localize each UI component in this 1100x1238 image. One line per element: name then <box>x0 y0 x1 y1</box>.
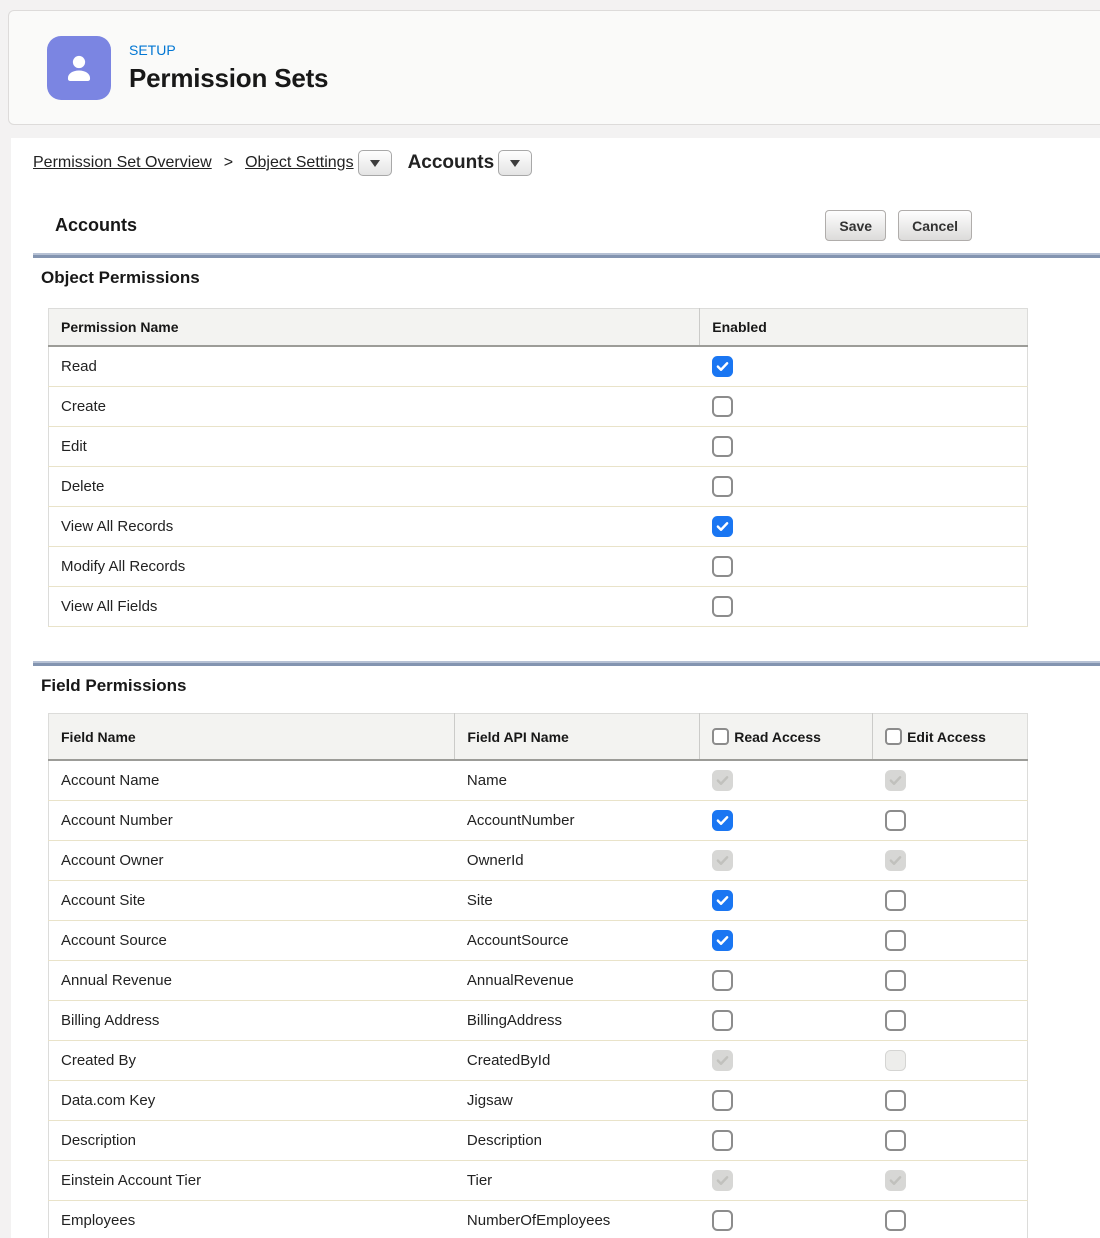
field-name: Account Number <box>49 801 455 841</box>
table-row <box>49 841 1028 881</box>
edit-access-cell <box>873 801 1028 841</box>
edit-access-checkbox-annual-revenue[interactable] <box>885 970 906 991</box>
edit-access-select-all-checkbox[interactable] <box>885 728 902 745</box>
read-access-checkbox-einstein-account-tier <box>712 1170 733 1191</box>
table-row <box>49 547 1028 587</box>
enabled-checkbox-modify-all-records[interactable] <box>712 556 733 577</box>
table-row <box>49 387 1028 427</box>
breadcrumb-current-object: Accounts <box>407 152 495 173</box>
edit-access-cell <box>873 1161 1028 1201</box>
edit-access-cell <box>873 1001 1028 1041</box>
field-api-name: Jigsaw <box>455 1081 700 1121</box>
edit-access-cell <box>873 760 1028 801</box>
enabled-checkbox-view-all-fields[interactable] <box>712 596 733 617</box>
read-access-checkbox-account-name <box>712 770 733 791</box>
column-header-edit-access: Edit Access <box>907 728 986 745</box>
edit-access-checkbox-einstein-account-tier <box>885 1170 906 1191</box>
table-row <box>49 881 1028 921</box>
column-header-permission-name: Permission Name <box>49 309 700 347</box>
table-row <box>49 760 1028 801</box>
read-access-cell <box>700 801 873 841</box>
page-title: Permission Sets <box>129 62 329 93</box>
edit-access-cell <box>873 841 1028 881</box>
table-row <box>49 961 1028 1001</box>
edit-access-checkbox-account-source[interactable] <box>885 930 906 951</box>
object-settings-dropdown-button[interactable] <box>358 150 392 176</box>
read-access-cell <box>700 760 873 801</box>
read-access-checkbox-data-com-key[interactable] <box>712 1090 733 1111</box>
edit-access-checkbox-created-by <box>885 1050 906 1071</box>
edit-access-cell <box>873 1041 1028 1081</box>
edit-access-checkbox-account-owner <box>885 850 906 871</box>
field-api-name: AnnualRevenue <box>455 961 700 1001</box>
enabled-cell <box>700 387 1028 427</box>
read-access-checkbox-account-source[interactable] <box>712 930 733 951</box>
field-permissions-section-title: Field Permissions <box>41 676 187 695</box>
section-divider <box>33 661 1100 666</box>
field-name: Employees <box>49 1201 455 1238</box>
table-row <box>49 1161 1028 1201</box>
main-content-panel <box>11 138 1100 1238</box>
breadcrumb-separator: > <box>223 154 234 171</box>
field-name: Created By <box>49 1041 455 1081</box>
enabled-cell <box>700 587 1028 627</box>
permission-name: View All Records <box>49 507 700 547</box>
column-header-field-api-name: Field API Name <box>455 714 700 761</box>
permission-name: Delete <box>49 467 700 507</box>
edit-access-cell <box>873 921 1028 961</box>
enabled-checkbox-edit[interactable] <box>712 436 733 457</box>
enabled-cell <box>700 346 1028 387</box>
table-row <box>49 921 1028 961</box>
table-row <box>49 346 1028 387</box>
read-access-checkbox-billing-address[interactable] <box>712 1010 733 1031</box>
edit-access-cell <box>873 961 1028 1001</box>
field-api-name: NumberOfEmployees <box>455 1201 700 1238</box>
read-access-cell <box>700 961 873 1001</box>
read-access-cell <box>700 1201 873 1238</box>
field-api-name: Tier <box>455 1161 700 1201</box>
read-access-cell <box>700 1041 873 1081</box>
save-button[interactable]: Save <box>825 210 886 241</box>
field-name: Billing Address <box>49 1001 455 1041</box>
read-access-checkbox-annual-revenue[interactable] <box>712 970 733 991</box>
field-name: Einstein Account Tier <box>49 1161 455 1201</box>
accounts-dropdown-button[interactable] <box>498 150 532 176</box>
setup-eyebrow: SETUP <box>129 41 176 58</box>
read-access-cell <box>700 921 873 961</box>
field-api-name: AccountNumber <box>455 801 700 841</box>
field-api-name: Description <box>455 1121 700 1161</box>
edit-access-cell <box>873 881 1028 921</box>
field-api-name: BillingAddress <box>455 1001 700 1041</box>
edit-access-cell <box>873 1201 1028 1238</box>
enabled-checkbox-delete[interactable] <box>712 476 733 497</box>
field-name: Data.com Key <box>49 1081 455 1121</box>
chevron-down-icon <box>510 160 520 167</box>
breadcrumb-link-permission-set-overview[interactable]: Permission Set Overview <box>33 154 212 171</box>
enabled-cell <box>700 467 1028 507</box>
edit-access-checkbox-account-number[interactable] <box>885 810 906 831</box>
field-api-name: Name <box>455 760 700 801</box>
setup-header-card <box>8 10 1100 125</box>
field-name: Description <box>49 1121 455 1161</box>
column-header-enabled: Enabled <box>700 309 1028 347</box>
read-access-select-all-checkbox[interactable] <box>712 728 729 745</box>
enabled-cell <box>700 427 1028 467</box>
read-access-cell <box>700 881 873 921</box>
table-row <box>49 801 1028 841</box>
edit-access-checkbox-account-site[interactable] <box>885 890 906 911</box>
enabled-cell <box>700 547 1028 587</box>
read-access-checkbox-account-number[interactable] <box>712 810 733 831</box>
user-icon <box>58 47 100 89</box>
field-api-name: Site <box>455 881 700 921</box>
table-row <box>49 467 1028 507</box>
field-name: Account Source <box>49 921 455 961</box>
read-access-cell <box>700 1121 873 1161</box>
cancel-button[interactable]: Cancel <box>898 210 972 241</box>
breadcrumb <box>33 150 1100 176</box>
field-name: Annual Revenue <box>49 961 455 1001</box>
read-access-checkbox-account-site[interactable] <box>712 890 733 911</box>
enabled-checkbox-view-all-records[interactable] <box>712 516 733 537</box>
field-api-name: CreatedById <box>455 1041 700 1081</box>
permission-sets-icon <box>47 36 111 100</box>
read-access-cell <box>700 1161 873 1201</box>
permission-name: Create <box>49 387 700 427</box>
field-api-name: AccountSource <box>455 921 700 961</box>
table-row <box>49 1041 1028 1081</box>
chevron-down-icon <box>370 160 380 167</box>
object-permissions-table <box>48 308 1028 627</box>
table-row <box>49 507 1028 547</box>
field-name: Account Name <box>49 760 455 801</box>
table-row <box>49 1201 1028 1238</box>
table-row <box>49 587 1028 627</box>
table-row <box>49 427 1028 467</box>
enabled-checkbox-create[interactable] <box>712 396 733 417</box>
table-row <box>49 1121 1028 1161</box>
field-name: Account Owner <box>49 841 455 881</box>
read-access-checkbox-employees[interactable] <box>712 1210 733 1231</box>
read-access-cell <box>700 1001 873 1041</box>
breadcrumb-link-object-settings[interactable]: Object Settings <box>245 154 354 171</box>
read-access-cell <box>700 841 873 881</box>
permission-name: Read <box>49 346 700 387</box>
permission-name: Modify All Records <box>49 547 700 587</box>
table-row <box>49 1081 1028 1121</box>
permission-name: Edit <box>49 427 700 467</box>
column-header-field-name: Field Name <box>49 714 455 761</box>
table-row <box>49 1001 1028 1041</box>
edit-access-checkbox-billing-address[interactable] <box>885 1010 906 1031</box>
edit-access-cell <box>873 1121 1028 1161</box>
object-title: Accounts <box>55 215 138 235</box>
permission-name: View All Fields <box>49 587 700 627</box>
edit-access-checkbox-data-com-key[interactable] <box>885 1090 906 1111</box>
read-access-checkbox-description[interactable] <box>712 1130 733 1151</box>
enabled-checkbox-read[interactable] <box>712 356 733 377</box>
section-divider <box>33 253 1100 258</box>
object-permissions-section-title: Object Permissions <box>41 268 200 287</box>
read-access-checkbox-created-by <box>712 1050 733 1071</box>
edit-access-checkbox-employees[interactable] <box>885 1210 906 1231</box>
field-permissions-table <box>48 713 1028 1238</box>
edit-access-checkbox-description[interactable] <box>885 1130 906 1151</box>
field-api-name: OwnerId <box>455 841 700 881</box>
read-access-cell <box>700 1081 873 1121</box>
enabled-cell <box>700 507 1028 547</box>
field-name: Account Site <box>49 881 455 921</box>
edit-access-cell <box>873 1081 1028 1121</box>
column-header-read-access: Read Access <box>734 728 821 745</box>
read-access-checkbox-account-owner <box>712 850 733 871</box>
edit-access-checkbox-account-name <box>885 770 906 791</box>
